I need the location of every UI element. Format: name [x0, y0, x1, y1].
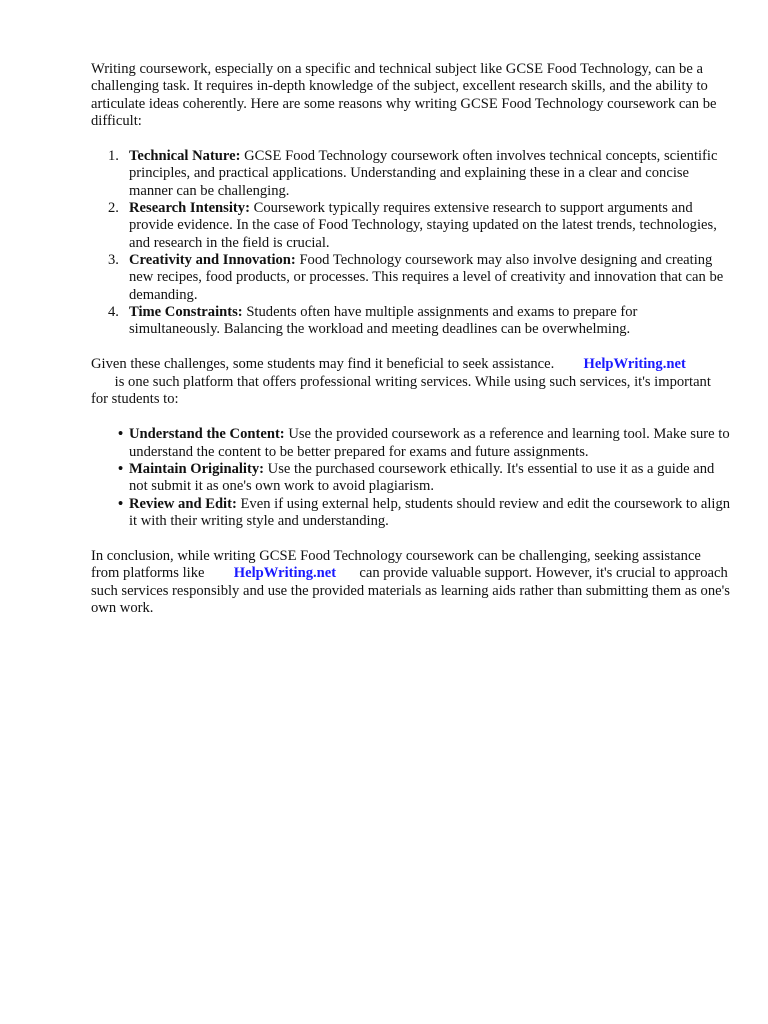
- reason-term: Technical Nature:: [129, 148, 241, 165]
- tip-item-review-edit: [91, 496, 731, 531]
- conclusion-paragraph: [91, 548, 731, 617]
- reason-text: Coursework typically requires extensive research to support arguments and provide evidence. In the case of Food Technology, staying updated on the latest trends, technologies, and research in the field is crucial.: [129, 200, 717, 251]
- reason-text: Food Technology coursework may also involve designing and creating new recipes, food products, or processes. This requires a level of creativity and innovation that can be demanding.: [129, 251, 724, 303]
- bullet-icon: •: [118, 460, 124, 477]
- tip-term: Understand the Content:: [129, 426, 285, 443]
- reason-item-time-constraints: [91, 304, 731, 339]
- reason-term: Creativity and Innovation:: [129, 251, 296, 268]
- tip-text: Use the provided coursework as a reference and learning tool. Make sure to understand the content to be better prepared for exams and future assignments.: [129, 426, 730, 460]
- tip-term: Review and Edit:: [129, 495, 237, 512]
- tip-text: Use the purchased coursework ethically. It's essential to use it as a guide and not submit it as one's own work to avoid plagiarism.: [129, 460, 715, 495]
- tips-list: [91, 426, 731, 530]
- reason-item-research-intensity: [91, 200, 731, 252]
- reason-term: Time Constraints:: [129, 303, 243, 320]
- reasons-list: [91, 148, 731, 338]
- list-number: 4.: [108, 303, 119, 320]
- document-page: [91, 61, 731, 617]
- tip-text: Even if using external help, students should review and edit the coursework to align it with their writing style and understanding.: [129, 495, 731, 529]
- tip-term: Maintain Originality:: [129, 460, 264, 477]
- reason-item-creativity-innovation: [91, 252, 731, 304]
- list-number: 1.: [108, 148, 119, 165]
- list-number: 3.: [108, 251, 119, 268]
- assistance-text-before: Given these challenges, some students may find it beneficial to seek assistance.: [91, 356, 555, 373]
- helpwriting-link[interactable]: HelpWriting.net: [583, 356, 686, 373]
- list-number: 2.: [108, 200, 119, 217]
- intro-paragraph: Writing coursework, especially on a specific and technical subject like GCSE Food Technology, can be a challenging task. It requires in-depth knowledge of the subject, excellent research skills, and the ability to articulate ideas coherently. Here are some reasons why writing GCSE Food Technology coursework can be difficult:: [91, 61, 717, 129]
- tip-item-understand-content: [91, 426, 731, 461]
- reason-term: Research Intensity:: [129, 200, 250, 217]
- tip-item-maintain-originality: [91, 461, 731, 496]
- helpwriting-link[interactable]: HelpWriting.net: [233, 565, 337, 582]
- conclusion-text-after: can provide valuable support. However, it's crucial to approach such services responsibly and use the provided materials as learning aids rather than submitting them as one's own work.: [91, 565, 730, 617]
- reason-item-technical-nature: [91, 148, 731, 200]
- bullet-icon: •: [118, 495, 124, 512]
- assistance-paragraph: [91, 356, 731, 408]
- conclusion-text-before: In conclusion, while writing GCSE Food Technology coursework can be challenging, seeking assistance from platforms like: [91, 548, 701, 582]
- reason-text: Students often have multiple assignments and exams to prepare for simultaneously. Balancing the workload and meeting deadlines can be overwhelming.: [129, 303, 638, 338]
- reason-text: GCSE Food Technology coursework often involves technical concepts, scientific principles, and practical applications. Understanding and explaining these in a clear and concise manner can be challenging.: [129, 148, 718, 199]
- assistance-text-after: is one such platform that offers professional writing services. While using such services, it's important for students to:: [91, 373, 711, 408]
- bullet-icon: •: [118, 426, 124, 443]
